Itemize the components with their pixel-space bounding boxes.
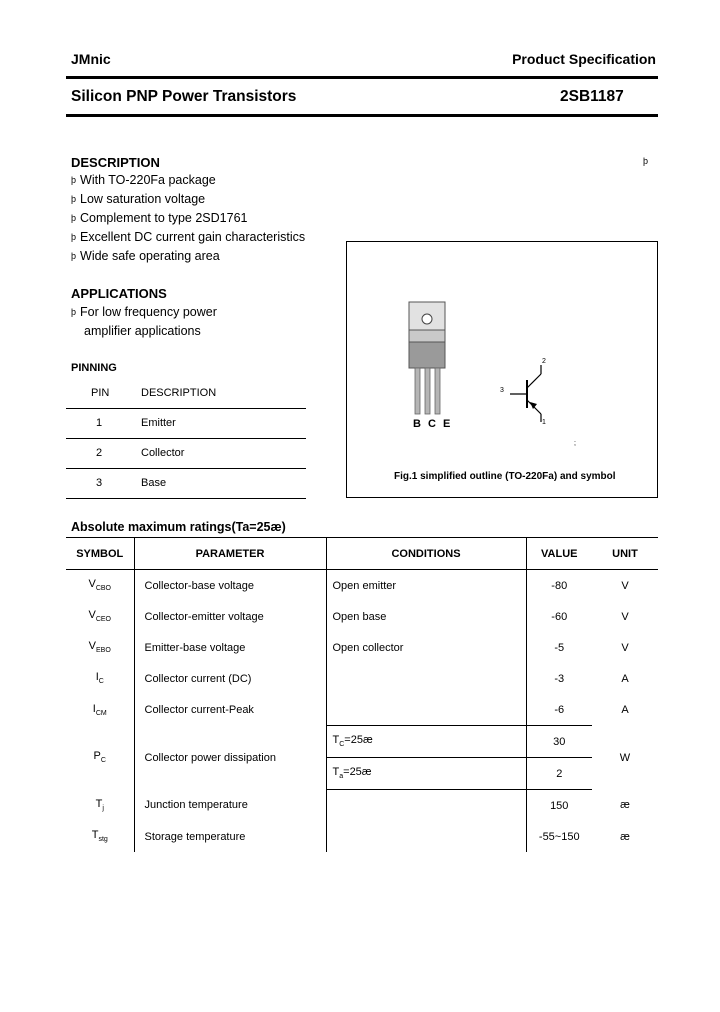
description-text: Low saturation voltage xyxy=(80,192,206,206)
description-text: With TO-220Fa package xyxy=(80,173,216,187)
symbol-arrow xyxy=(530,402,537,409)
symbol-letter: V xyxy=(88,578,96,591)
conditions-cell: Open emitter xyxy=(326,570,526,602)
condition-value: =25æ xyxy=(344,734,373,747)
description-text: Excellent DC current gain characteristics xyxy=(80,230,306,244)
condition-symbol: T xyxy=(332,734,340,747)
symbol-pin1-label: 1 xyxy=(542,419,546,426)
ratings-heading: Absolute maximum ratings(Ta=25æ) xyxy=(71,520,286,534)
condition-subscript: a xyxy=(339,773,344,781)
ratings-row xyxy=(66,726,658,758)
conditions-cell: Open base xyxy=(326,601,526,632)
symbol-cell xyxy=(66,821,134,852)
symbol-subscript: stg xyxy=(98,836,108,844)
symbol-letter: I xyxy=(92,702,96,715)
symbol-cell xyxy=(66,726,134,790)
symbol-subscript: C xyxy=(100,757,106,765)
figure-mark: ; xyxy=(574,440,576,447)
value-cell: -6 xyxy=(526,694,592,726)
part-number: 2SB1187 xyxy=(560,88,624,105)
pinning-rule xyxy=(66,408,306,409)
conditions-header: CONDITIONS xyxy=(326,538,526,570)
description-item xyxy=(71,230,305,249)
unit-cell: æ xyxy=(620,799,630,812)
ratings-row xyxy=(66,821,658,852)
symbol-subscript: CBO xyxy=(95,585,111,593)
symbol-cell xyxy=(66,790,134,822)
value-cell: -80 xyxy=(526,570,592,602)
pin-description: Collector xyxy=(141,447,185,459)
unit-cell: V xyxy=(621,579,629,592)
mounting-hole xyxy=(422,314,432,324)
pin-number: 1 xyxy=(96,417,103,429)
description-heading: DESCRIPTION xyxy=(71,155,160,170)
lead-emitter xyxy=(435,368,440,414)
description-item xyxy=(71,211,305,230)
description-item xyxy=(71,192,305,211)
value-cell: 2 xyxy=(526,758,592,790)
package-outline-drawing xyxy=(347,242,657,497)
bullet-glyph: þ xyxy=(71,194,77,204)
outline-figure xyxy=(346,241,658,498)
symbol-pin3-label: 3 xyxy=(500,387,504,394)
parameter-cell: Collector power dissipation xyxy=(134,726,326,790)
unit-cell: æ xyxy=(620,830,630,843)
pin-desc-col-header: DESCRIPTION xyxy=(141,387,217,399)
applications-heading: APPLICATIONS xyxy=(71,286,167,301)
pin-description: Base xyxy=(141,477,167,489)
corner-mark: þ xyxy=(643,156,649,166)
lead-base xyxy=(415,368,420,414)
value-cell: -3 xyxy=(526,663,592,694)
value-cell: -5 xyxy=(526,632,592,663)
applications-line2: amplifier applications xyxy=(84,324,201,338)
bullet-glyph: þ xyxy=(71,213,77,223)
bullet-glyph: þ xyxy=(71,251,77,261)
condition-subscript: C xyxy=(339,741,345,749)
ratings-row xyxy=(66,570,658,602)
ratings-row xyxy=(66,663,658,694)
parameter-cell: Collector-base voltage xyxy=(134,570,326,602)
symbol-cell xyxy=(66,601,134,632)
value-header: VALUE xyxy=(526,538,592,570)
parameter-header: PARAMETER xyxy=(134,538,326,570)
unit-cell: V xyxy=(621,610,629,623)
symbol-letter: V xyxy=(88,609,96,622)
symbol-cell xyxy=(66,694,134,726)
symbol-collector-line xyxy=(527,374,541,388)
symbol-subscript: CEO xyxy=(95,616,111,624)
conditions-cell xyxy=(326,663,526,694)
product-title: Silicon PNP Power Transistors xyxy=(71,88,297,105)
bullet-glyph: þ xyxy=(71,175,77,185)
parameter-cell: Storage temperature xyxy=(134,821,326,852)
conditions-cell xyxy=(326,726,526,758)
pinning-rule xyxy=(66,438,306,439)
brand-name: JMnic xyxy=(71,51,111,67)
parameter-cell: Collector current (DC) xyxy=(134,663,326,694)
unit-cell: W xyxy=(619,751,631,764)
ratings-row xyxy=(66,601,658,632)
description-item xyxy=(71,249,305,268)
unit-cell: A xyxy=(621,672,629,685)
pin-number: 2 xyxy=(96,447,103,459)
symbol-cell xyxy=(66,570,134,602)
symbol-header: SYMBOL xyxy=(76,547,124,560)
ratings-row xyxy=(66,694,658,726)
doc-type: Product Specification xyxy=(512,51,656,67)
bullet-glyph: þ xyxy=(71,307,77,317)
value-cell: -55~150 xyxy=(526,821,592,852)
symbol-subscript: CM xyxy=(95,709,107,717)
description-list xyxy=(71,173,305,268)
description-text: Complement to type 2SD1761 xyxy=(80,211,248,225)
value-cell: 150 xyxy=(526,790,592,822)
unit-header: UNIT xyxy=(612,547,638,560)
ratings-row xyxy=(66,632,658,663)
symbol-subscript: j xyxy=(102,805,104,813)
value-cell: -60 xyxy=(526,601,592,632)
conditions-cell xyxy=(326,758,526,790)
symbol-letter: P xyxy=(93,750,101,763)
symbol-letter: T xyxy=(95,798,103,811)
symbol-letter: I xyxy=(95,671,99,684)
pin-description: Emitter xyxy=(141,417,176,429)
symbol-letter: V xyxy=(88,640,97,653)
package-lower-body xyxy=(409,342,445,368)
pinning-heading: PINNING xyxy=(71,362,117,374)
conditions-cell xyxy=(326,694,526,726)
header-rule xyxy=(66,76,658,79)
applications-line1: For low frequency power xyxy=(80,305,217,319)
ratings-table xyxy=(66,537,658,852)
conditions-cell: Open collector xyxy=(326,632,526,663)
symbol-cell xyxy=(66,632,134,663)
pin-col-header: PIN xyxy=(91,387,110,399)
unit-cell: A xyxy=(621,703,629,716)
parameter-cell: Junction temperature xyxy=(134,790,326,822)
title-rule xyxy=(66,114,658,117)
figure-caption: Fig.1 simplified outline (TO-220Fa) and symbol xyxy=(394,471,616,482)
conditions-cell xyxy=(326,790,526,822)
lead-collector xyxy=(425,368,430,414)
parameter-cell: Collector current-Peak xyxy=(134,694,326,726)
value-cell: 30 xyxy=(526,726,592,758)
pinning-rule xyxy=(66,498,306,499)
unit-cell: V xyxy=(621,641,629,654)
condition-value: =25æ xyxy=(343,766,372,779)
pin-number: 3 xyxy=(96,477,103,489)
symbol-subscript: C xyxy=(98,678,104,686)
parameter-cell: Collector-emitter voltage xyxy=(134,601,326,632)
symbol-letter: T xyxy=(91,829,99,842)
package-pin-labels: B C E xyxy=(413,418,453,430)
symbol-subscript: EBO xyxy=(96,647,111,655)
ratings-row xyxy=(66,790,658,822)
symbol-pin2-label: 2 xyxy=(542,358,546,365)
bullet-glyph: þ xyxy=(71,232,77,242)
description-text: Wide safe operating area xyxy=(80,249,220,263)
description-item xyxy=(71,173,305,192)
condition-symbol: T xyxy=(332,766,340,779)
applications-item xyxy=(71,305,217,319)
ratings-header-row xyxy=(66,538,658,570)
pinning-rule xyxy=(66,468,306,469)
symbol-cell xyxy=(66,663,134,694)
parameter-cell: Emitter-base voltage xyxy=(134,632,326,663)
conditions-cell xyxy=(326,821,526,852)
